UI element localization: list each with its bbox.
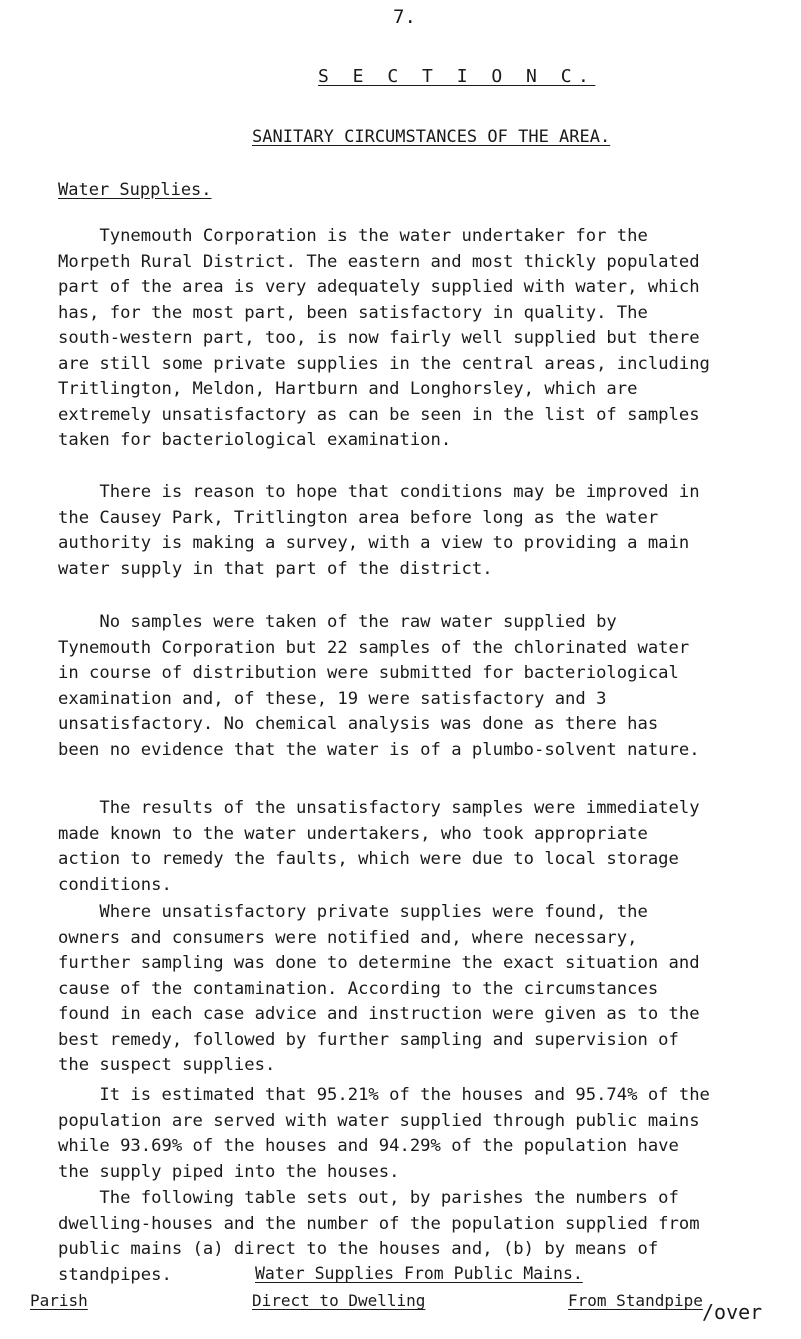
section-heading: Water Supplies. — [58, 180, 212, 200]
paragraph-2: There is reason to hope that conditions may be improved in the Causey Park, Tritlington area before long as the water authority is making a survey, with a view to providing a main water supply in that part of the district. — [58, 482, 700, 579]
paragraph-5: Where unsatisfactory private supplies were found, the owners and consumers were notified and, where necessary, further sampling was done to determine the exact situation and cause of the contamination. According to the circumstances found in each case advice and instruction were given as to the best remedy, followed by further sampling and supervision of the suspect supplies. — [58, 902, 700, 1075]
paragraph-4: The results of the unsatisfactory samples were immediately made known to the water undertakers, who took appropriate action to remedy the faults, which were due to local storage conditions. — [58, 798, 700, 895]
section-title: S E C T I O N C. — [318, 66, 596, 87]
paragraph-7: The following table sets out, by parishes the numbers of dwelling-houses and the number of the population supplied from public mains (a) direct to the houses and, (b) by means of standpipes. — [58, 1188, 700, 1285]
page-number: 7. — [393, 6, 416, 28]
parish-column-header: Parish — [30, 1291, 88, 1310]
standpipe-column-header: From Standpipe — [568, 1291, 703, 1310]
paragraph-6: It is estimated that 95.21% of the houses and 95.74% of the population are served with water supplied through public mains while 93.69% of the houses and 94.29% of the population have the supply piped into the houses. — [58, 1085, 710, 1182]
over-note: /over — [702, 1300, 763, 1324]
document-subtitle: SANITARY CIRCUMSTANCES OF THE AREA. — [252, 127, 611, 147]
table-caption: Water Supplies From Public Mains. — [255, 1264, 583, 1283]
paragraph-1: Tynemouth Corporation is the water undertaker for the Morpeth Rural District. The eastern and most thickly populated part of the area is very adequately supplied with water, which has, for the most part, been satisfactory in quality. The south-western part, too, is now fairly well supplied but there are still some private supplies in the central areas, including Tritlington, Meldon, Hartburn and Longhorsley, which are extremely unsatisfactory as can be seen in the list of samples taken for bacteriological examination. — [58, 226, 710, 450]
paragraph-3: No samples were taken of the raw water supplied by Tynemouth Corporation but 22 samples of the chlorinated water in course of distribution were submitted for bacteriological examination and, of these, 19 were satisfactory and 3 unsatisfactory. No chemical analysis was done as there has been no evidence that the water is of a plumbo-solvent nature. — [58, 612, 700, 760]
direct-column-header: Direct to Dwelling — [252, 1291, 426, 1310]
